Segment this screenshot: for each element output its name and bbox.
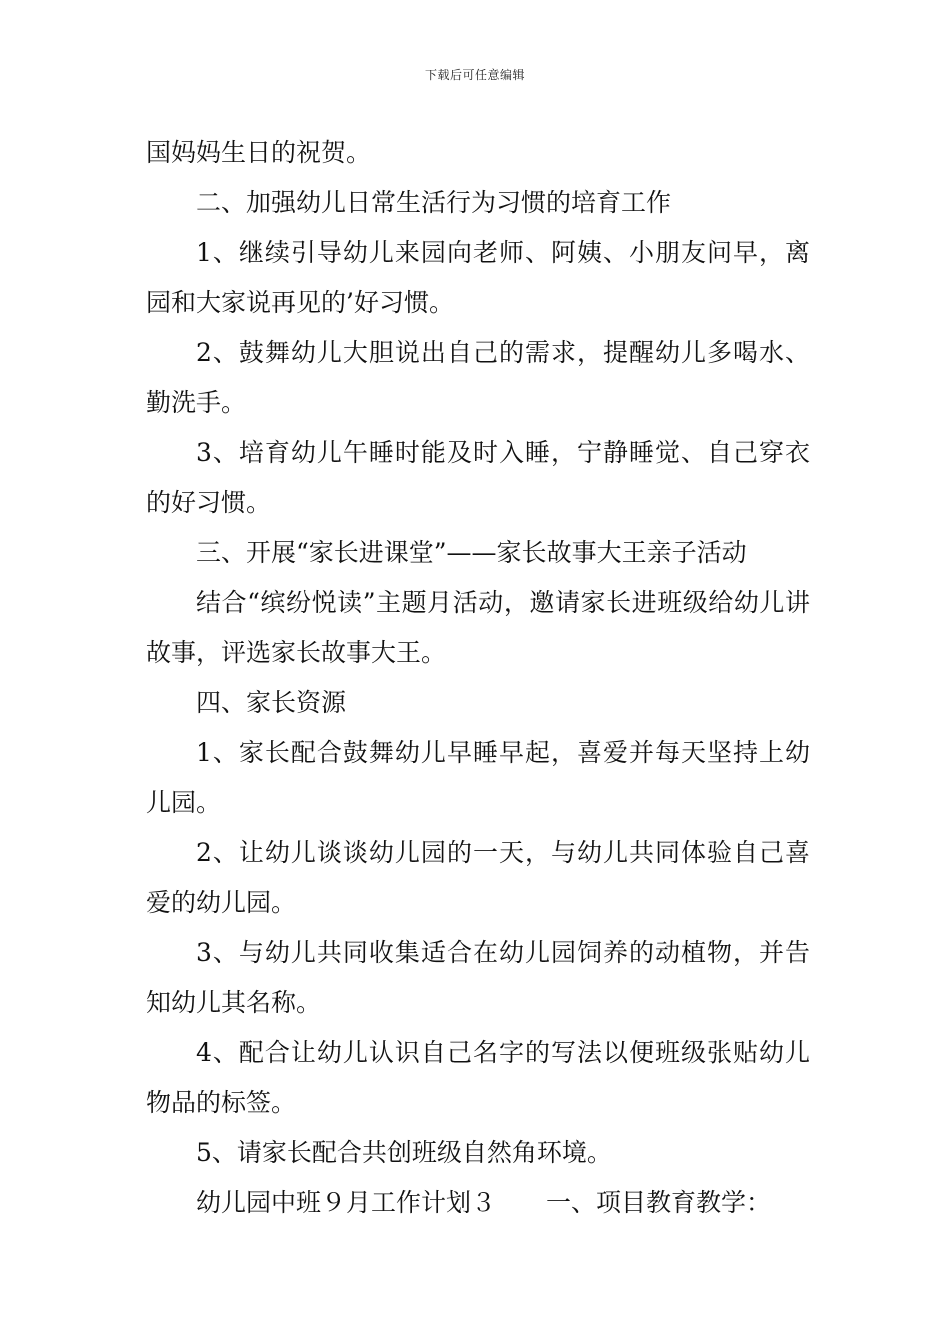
paragraph-1: 国妈妈生日的祝贺。	[146, 138, 372, 167]
section-heading-2: 二、加强幼儿日常生活行为习惯的培育工作	[196, 188, 672, 217]
section-heading-teaching: 一、项目教育教学：	[546, 1188, 772, 1217]
section-heading-4: 四、家长资源	[196, 688, 347, 717]
paragraph-3: 1、继续引导幼儿来园向老师、阿姨、小朋友问早，离园和大家说再见的’好习惯。	[146, 238, 810, 317]
page-header: 下载后可任意编辑	[424, 68, 525, 82]
paragraph-7: 结合“缤纷悦读”主题月活动，邀请家长进班级给幼儿讲故事，评选家长故事大王。	[146, 588, 810, 667]
paragraph-9: 1、家长配合鼓舞幼儿早睡早起，喜爱并每天坚持上幼儿园。	[146, 738, 810, 817]
paragraph-13: 5、请家长配合共创班级自然角环境。	[196, 1138, 612, 1167]
paragraph-10: 2、让幼儿谈谈幼儿园的一天，与幼儿共同体验自己喜爱的幼儿园。	[146, 838, 810, 917]
paragraph-11: 3、与幼儿共同收集适合在幼儿园饲养的动植物，并告知幼儿其名称。	[146, 938, 810, 1017]
paragraph-4: 2、鼓舞幼儿大胆说出自己的需求，提醒幼儿多喝水、勤洗手。	[146, 338, 810, 417]
paragraph-5: 3、培育幼儿午睡时能及时入睡，宁静睡觉、自己穿衣的好习惯。	[146, 438, 810, 517]
section-heading-3: 三、开展“家长进课堂”——家长故事大王亲子活动	[196, 538, 747, 567]
document-body	[146, 128, 810, 1228]
plan-title: 幼儿园中班９月工作计划３	[196, 1188, 497, 1217]
paragraph-12: 4、配合让幼儿认识自己名字的写法以便班级张贴幼儿物品的标签。	[146, 1038, 810, 1117]
final-line	[146, 1178, 810, 1228]
